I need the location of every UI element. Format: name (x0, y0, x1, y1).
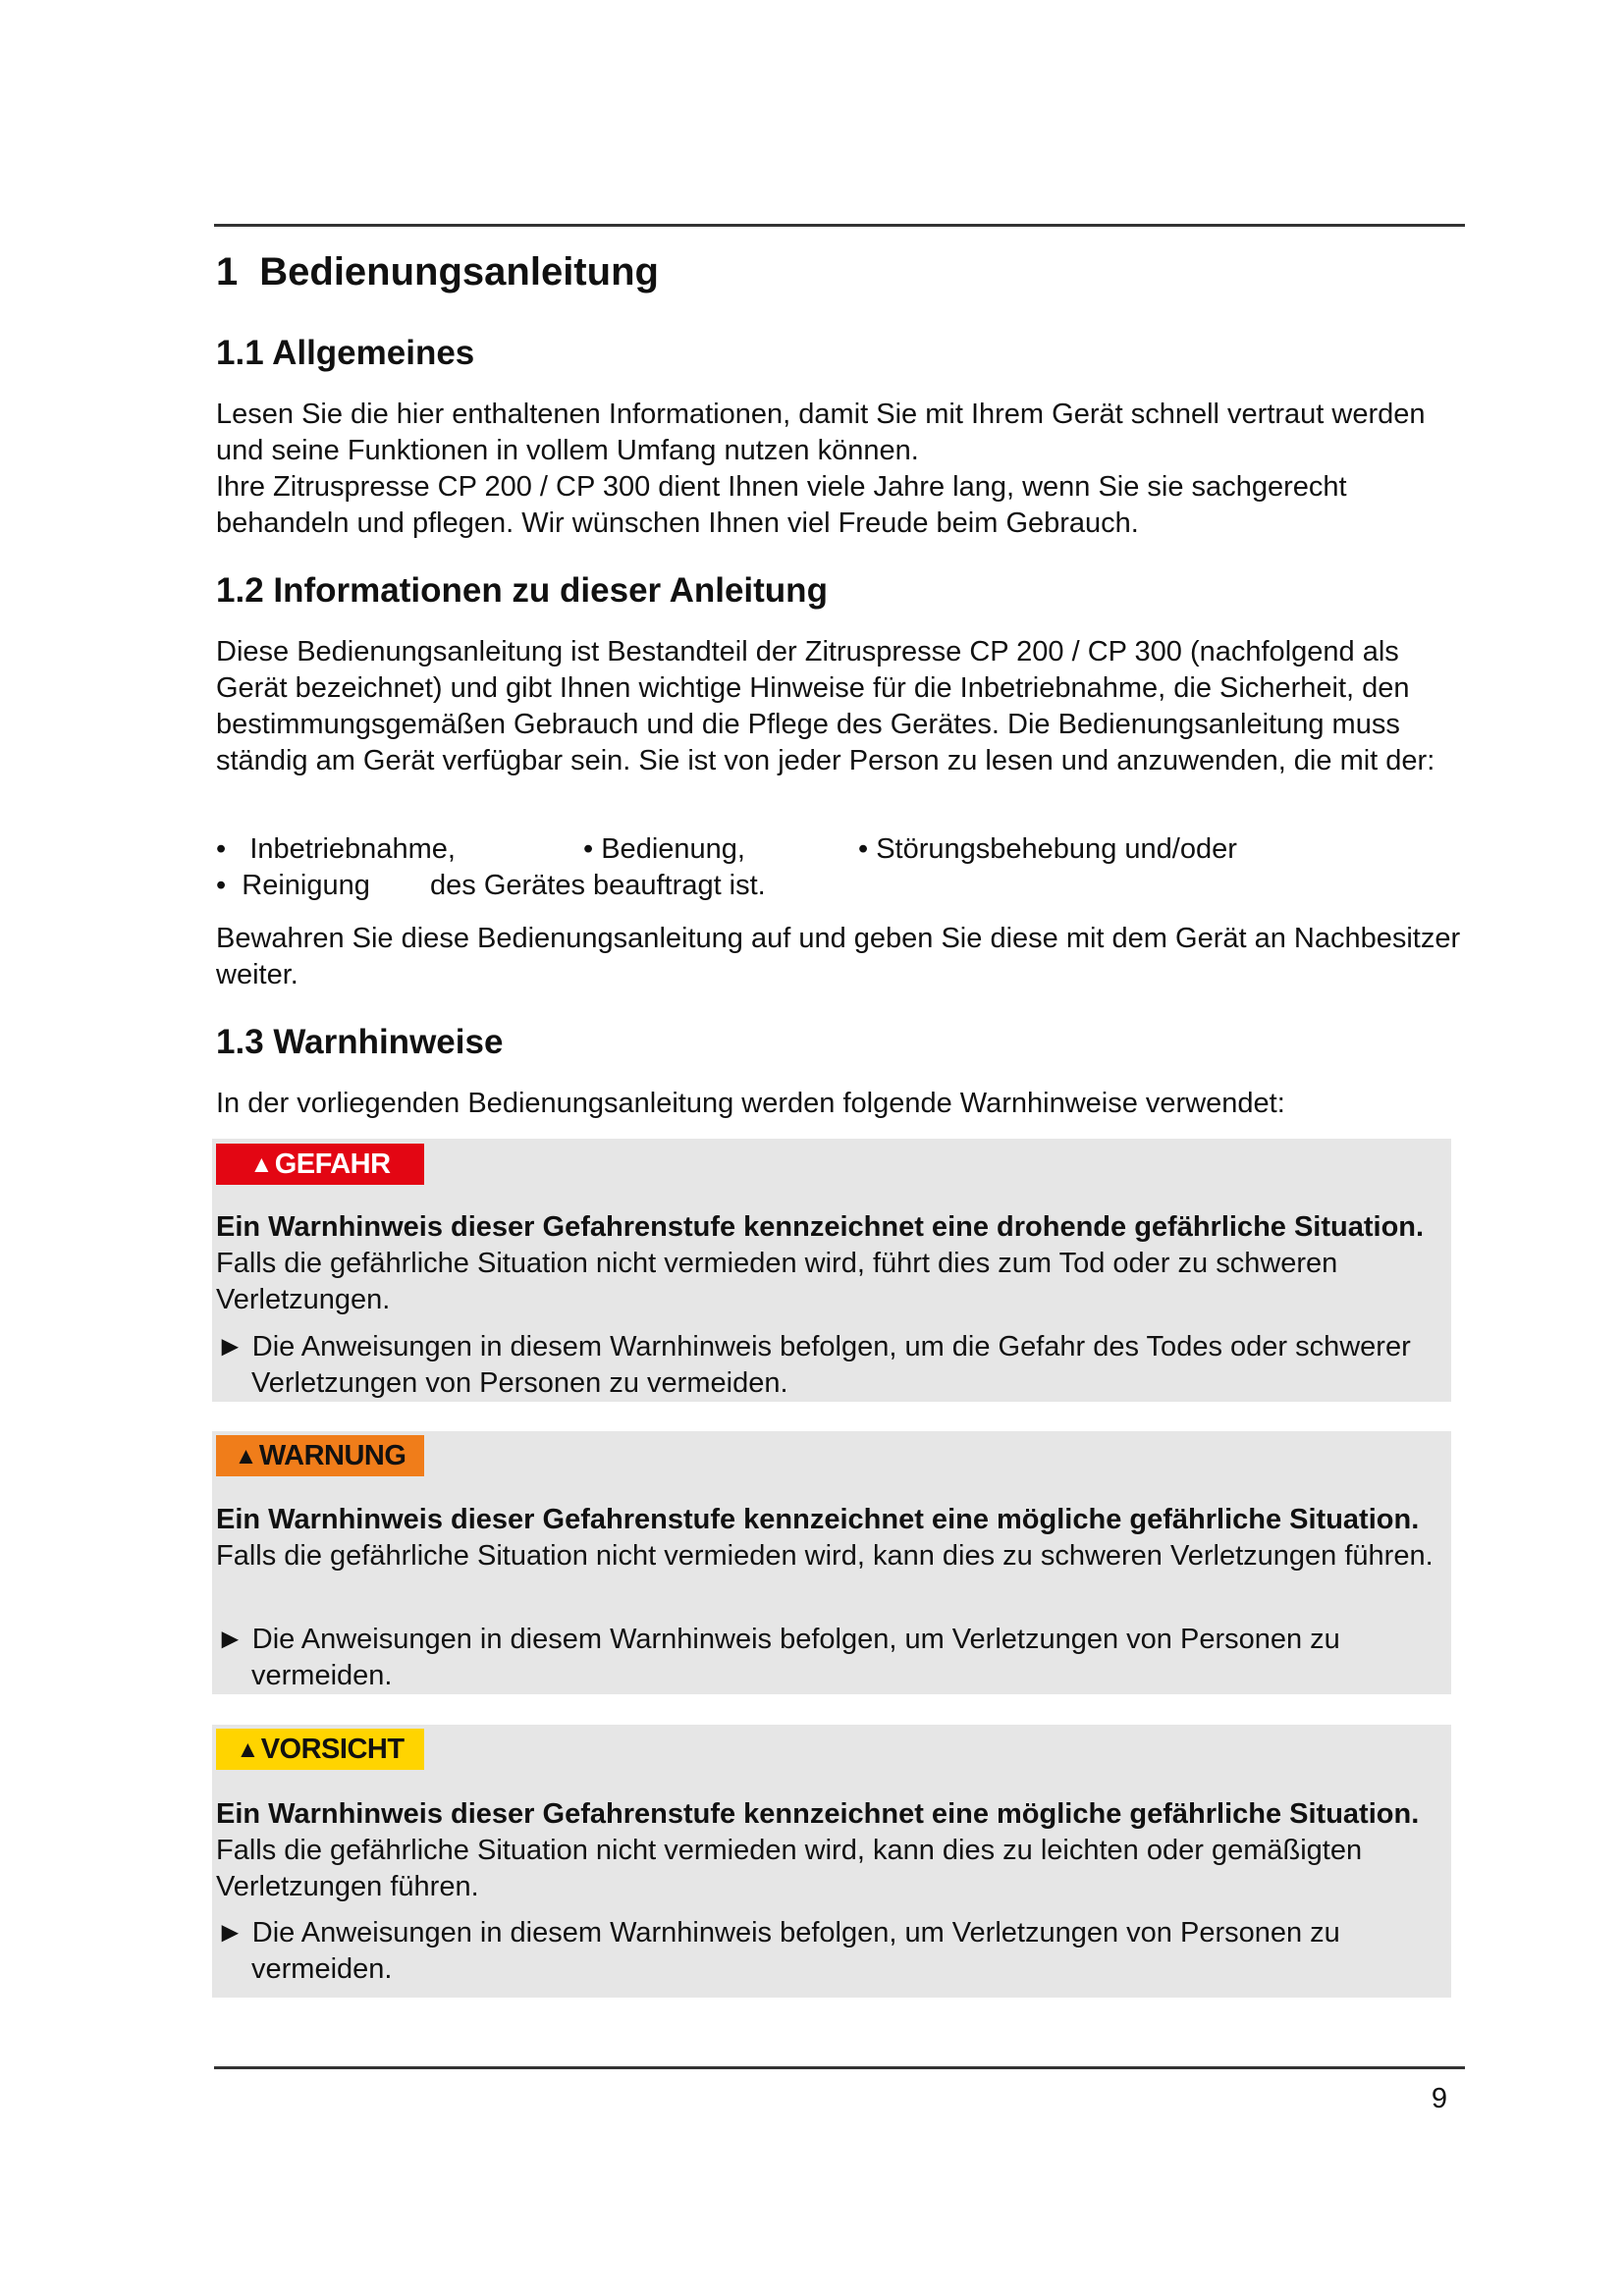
badge-gefahr: ▲GEFAHR (216, 1144, 424, 1185)
section-heading-allgemeines: 1.1 Allgemeines (216, 334, 475, 372)
header-rule (214, 224, 1465, 227)
arrow-right-icon: ► (216, 1917, 244, 1949)
badge-vorsicht: ▲VORSICHT (216, 1729, 424, 1770)
warning-step-gefahr: ► Die Anweisungen in diesem Warnhinweis befolgen, um die Gefahr des Todes oder schwerer Verletzungen von Personen zu vermeiden. (216, 1331, 1411, 1399)
warning-step-warnung: ► Die Anweisungen in diesem Warnhinweis befolgen, um Verletzungen von Personen zu vermeiden. (216, 1624, 1340, 1691)
paragraph-warnhinweise-intro: In der vorliegenden Bedienungsanleitung werden folgende Warnhinweise verwendet: (216, 1088, 1285, 1119)
chapter-title: Bedienungsanleitung (259, 250, 659, 294)
warning-text-gefahr: Ein Warnhinweis dieser Gefahrenstufe kennzeichnet eine drohende gefährliche Situation. Falls die gefährliche Situation nicht vermieden wird, führt dies zum Tod oder zu schweren Verletzungen. (216, 1211, 1425, 1315)
paragraph-allgemeines-1: Lesen Sie die hier enthaltenen Informationen, damit Sie mit Ihrem Gerät schnell vertraut werden und seine Funktionen in vollem Umfang nutzen können. (216, 399, 1426, 466)
badge-warnung: ▲WARNUNG (216, 1435, 424, 1476)
bullet-item-reinigung: • Reinigung (216, 870, 370, 901)
chapter-heading (216, 250, 659, 294)
warning-step-vorsicht: ► Die Anweisungen in diesem Warnhinweis befolgen, um Verletzungen von Personen zu vermeiden. (216, 1917, 1340, 1985)
paragraph-informationen-1: Diese Bedienungsanleitung ist Bestandteil der Zitruspresse CP 200 / CP 300 (nachfolgend als Gerät bezeichnet) und gibt Ihnen wichtige Hinweise für die Inbetriebnahme, die Sicherheit, den bestimmungsgemäßen Gebrauch und die Pflege des Gerätes. Die Bedienungsanleitung muss ständig am Gerät verfügbar sein. Sie ist von jeder Person zu lesen und anzuwenden, die mit der: (216, 636, 1435, 776)
paragraph-allgemeines-2: Ihre Zitruspresse CP 200 / CP 300 dient Ihnen viele Jahre lang, wenn Sie sie sachgerecht behandeln und pflegen. Wir wünschen Ihnen viel Freude beim Gebrauch. (216, 471, 1347, 539)
section-heading-warnhinweise: 1.3 Warnhinweise (216, 1023, 504, 1061)
bullet-item-bedienung: • Bedienung, (583, 833, 745, 865)
bullet-item-inbetriebnahme: • Inbetriebnahme, (216, 833, 456, 865)
bullet-item-stoerungsbehebung: • Störungsbehebung und/oder (858, 833, 1237, 865)
section-heading-informationen: 1.2 Informationen zu dieser Anleitung (216, 571, 828, 610)
warning-text-warnung: Ein Warnhinweis dieser Gefahrenstufe kennzeichnet eine mögliche gefährliche Situation. Falls die gefährliche Situation nicht vermieden wird, kann dies zu schweren Verletzungen führen. (216, 1504, 1434, 1572)
warning-triangle-icon: ▲ (249, 1151, 273, 1178)
page-number: 9 (1431, 2083, 1447, 2114)
chapter-number: 1 (216, 250, 239, 294)
warning-text-vorsicht: Ein Warnhinweis dieser Gefahrenstufe kennzeichnet eine mögliche gefährliche Situation. Falls die gefährliche Situation nicht vermieden wird, kann dies zu leichten oder gemäßigten Verletzungen führen. (216, 1798, 1420, 1902)
arrow-right-icon: ► (216, 1331, 244, 1362)
warning-triangle-icon: ▲ (234, 1443, 257, 1469)
bullet-tail-text: des Gerätes beauftragt ist. (430, 870, 766, 901)
arrow-right-icon: ► (216, 1624, 244, 1655)
paragraph-informationen-2: Bewahren Sie diese Bedienungsanleitung auf und geben Sie diese mit dem Gerät an Nachbesitzer weiter. (216, 923, 1461, 990)
footer-rule (214, 2066, 1465, 2069)
warning-triangle-icon: ▲ (236, 1736, 259, 1763)
